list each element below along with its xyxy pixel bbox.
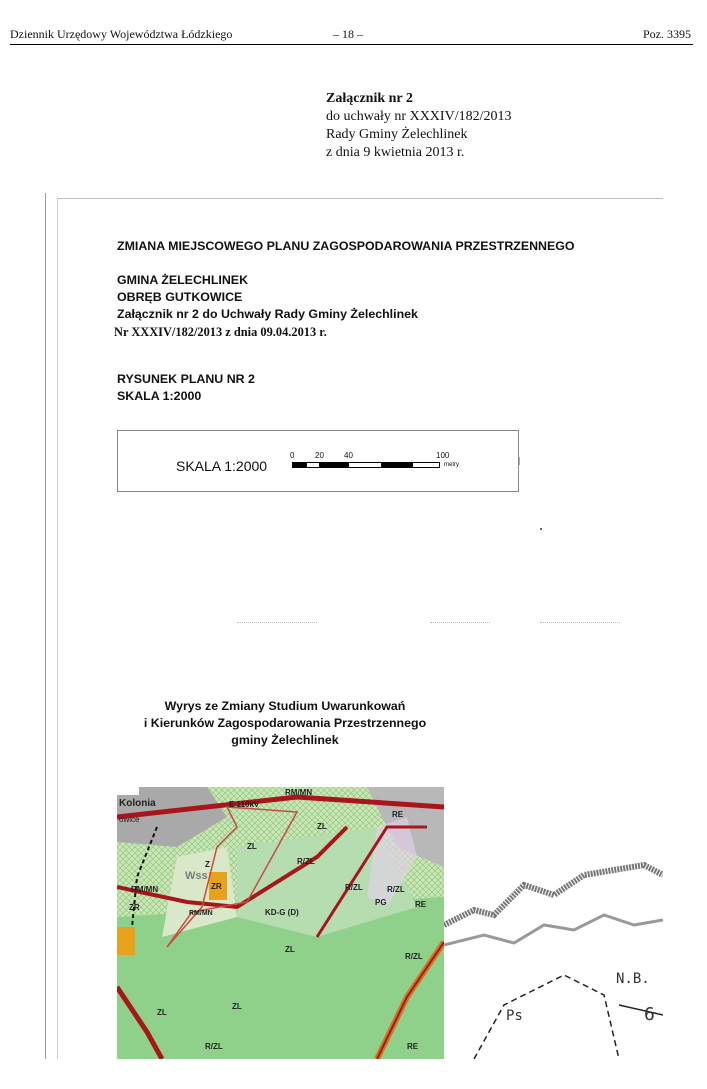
map-label-rzl: R/ZL bbox=[205, 1042, 223, 1051]
map-label-rmmn: RM/MN bbox=[285, 788, 313, 797]
map-label-rzl: R/ZL bbox=[405, 952, 423, 961]
scale-unit: metry bbox=[444, 462, 459, 468]
map-label-rmmn: RM/MN bbox=[131, 885, 159, 894]
scan-frame-left bbox=[45, 193, 46, 1059]
map-label-re: RE bbox=[415, 900, 427, 909]
study-caption-line-1: Wyrys ze Zmiany Studium Uwarunkowań bbox=[164, 699, 406, 713]
plan-location-block bbox=[117, 272, 418, 323]
map-label-zl: ZL bbox=[247, 842, 257, 851]
study-map-excerpt bbox=[117, 787, 444, 1059]
page-header bbox=[10, 26, 693, 45]
plan-skala: SKALA 1:2000 bbox=[117, 389, 202, 403]
scale-tick-0: 0 bbox=[290, 451, 295, 460]
plan-uchwala: Nr XXXIV/182/2013 z dnia 09.04.2013 r. bbox=[114, 325, 327, 339]
map-label-rzl: R/ZL bbox=[387, 885, 405, 894]
map-label-zl: ZL bbox=[157, 1008, 167, 1017]
base-map-label-nb: N.B. bbox=[616, 971, 650, 987]
map-label-wss: Wss bbox=[185, 870, 208, 882]
map-label-owice: owice bbox=[119, 815, 140, 824]
map-label-z: Z bbox=[205, 860, 210, 869]
annex-block bbox=[326, 90, 511, 162]
map-label-rzl: R/ZL bbox=[345, 883, 363, 892]
scale-tick-40: 40 bbox=[344, 451, 353, 460]
base-map-label-6: 6 bbox=[644, 1004, 655, 1025]
plan-rysunek: RYSUNEK PLANU NR 2 bbox=[117, 372, 255, 386]
map-label-zl: ZL bbox=[317, 822, 327, 831]
map-label-re: RE bbox=[392, 810, 404, 819]
plan-gmina: GMINA ŻELECHLINEK bbox=[117, 273, 249, 287]
plan-zalacznik: Załącznik nr 2 do Uchwały Rady Gminy Żelechlinek bbox=[117, 307, 418, 321]
plan-obreb: OBRĘB GUTKOWICE bbox=[117, 290, 243, 304]
map-label-rzl: R/ZL bbox=[297, 857, 315, 866]
annex-line-3: z dnia 9 kwietnia 2013 r. bbox=[326, 145, 465, 160]
scale-box bbox=[117, 430, 519, 492]
scan-noise-line bbox=[237, 622, 317, 625]
map-label-zl: ZL bbox=[285, 945, 295, 954]
page-number: – 18 – bbox=[333, 27, 363, 41]
map-label-re: RE bbox=[407, 1042, 419, 1051]
scan-frame-top bbox=[57, 198, 663, 199]
map-label-zr: ZR bbox=[129, 903, 140, 912]
scan-speck bbox=[540, 528, 542, 530]
scale-tick-20: 20 bbox=[315, 451, 324, 460]
scan-noise-line bbox=[430, 622, 490, 625]
base-map-fragment bbox=[444, 855, 663, 1059]
scale-tick-100: 100 bbox=[436, 451, 450, 460]
map-label-zr: ZR bbox=[211, 882, 222, 891]
position-number: Poz. 3395 bbox=[643, 27, 691, 41]
map-label-rmmn: RM/MN bbox=[189, 910, 213, 917]
scale-label: SKALA 1:2000 bbox=[176, 458, 268, 474]
annex-line-2: Rady Gminy Żelechlinek bbox=[326, 127, 468, 142]
study-caption-line-3: gminy Żelechlinek bbox=[231, 733, 339, 747]
journal-name: Dziennik Urzędowy Województwa Łódzkiego bbox=[10, 27, 233, 41]
map-label-kolonia: Kolonia bbox=[119, 798, 156, 809]
base-map-label-ps: Ps bbox=[506, 1008, 523, 1024]
map-label-zl: ZL bbox=[232, 1002, 242, 1011]
annex-line-1: do uchwały nr XXXIV/182/2013 bbox=[326, 109, 512, 124]
map-label-e110: E 110kV bbox=[229, 800, 260, 809]
plan-heading: ZMIANA MIEJSCOWEGO PLANU ZAGOSPODAROWANIA PRZESTRZENNEGO bbox=[117, 239, 575, 253]
map-label-kdg: KD-G (D) bbox=[265, 908, 299, 917]
study-caption bbox=[130, 698, 440, 749]
scan-noise-line bbox=[540, 622, 620, 625]
annex-title: Załącznik nr 2 bbox=[326, 91, 413, 106]
study-caption-line-2: i Kierunków Zagospodarowania Przestrzennego bbox=[143, 716, 427, 730]
scan-frame-inner-left bbox=[57, 199, 58, 1059]
map-label-pg: PG bbox=[375, 898, 387, 907]
plan-drawing-block bbox=[117, 371, 255, 405]
